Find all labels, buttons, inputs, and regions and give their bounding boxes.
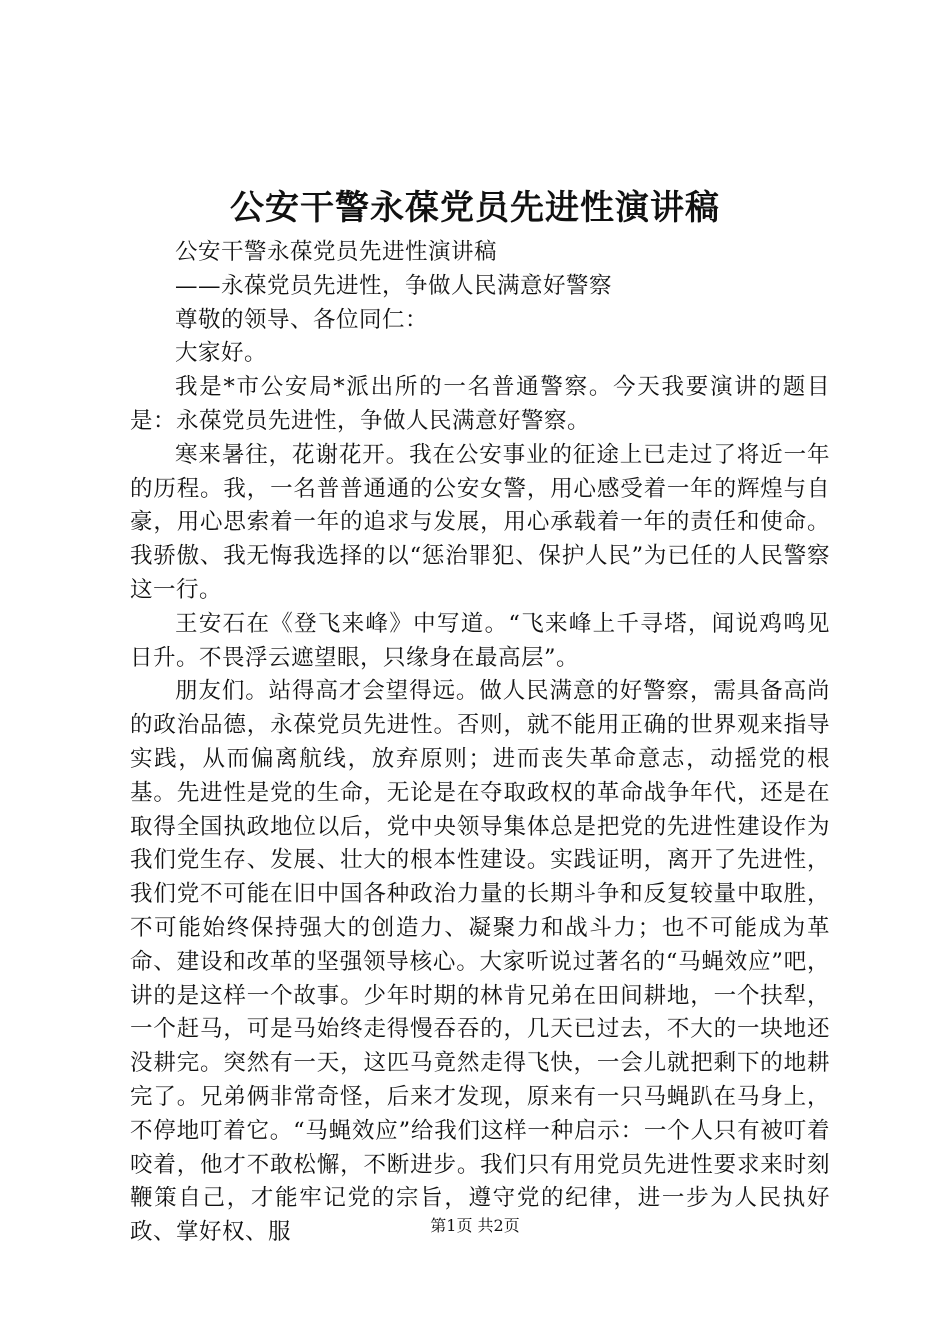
body-paragraph: 朋友们。站得高才会望得远。做人民满意的好警察，需具备高尚的政治品德，永葆党员先进性。否则，就不能用正确的世界观来指导实践，从而偏离航线，放弃原则；进而丧失革命意志，动摇党的根基。先进性是党的生命，无论是在夺取政权的革命战争年代，还是在取得全国执政地位以后，党中央领导集体总是把党的先进性建设作为我们党生存、发展、壮大的根本性建设。实践证明，离开了先进性，我们党不可能在旧中国各种政治力量的长期斗争和反复较量中取胜，不可能始终保持强大的创造力、凝聚力和战斗力；也不可能成为革命、建设和改革的坚强领导核心。大家听说过著名的“马蝇效应”吧，讲的是这样一个故事。少年时期的林肯兄弟在田间耕地，一个扶犁，一个赶马，可是马始终走得慢吞吞的，几天已过去，不大的一块地还没耕完。突然有一天，这匹马竟然走得飞快，一会儿就把剩下的地耕完了。兄弟俩非常奇怪，后来才发现，原来有一只马蝇趴在马身上，不停地叮着它。“马蝇效应”给我们这样一种启示：一个人只有被叮着咬着，他才不敢松懈，不断进步。我们只有用党员先进性要求来时刻鞭策自己，才能牢记党的宗旨，遵守党的纪律，进一步为人民执好政、掌好权、服 xyxy=(130,678,830,1246)
body-paragraph-salutation: 尊敬的领导、各位同仁： xyxy=(175,306,429,333)
body-paragraph-theme: ——永葆党员先进性，争做人民满意好警察 xyxy=(175,272,613,299)
page-number-label: 第1页 共2页 xyxy=(430,1216,520,1235)
document-title: 公安干警永葆党员先进性演讲稿 xyxy=(230,188,720,228)
body-paragraph: 我是*市公安局*派出所的一名普通警察。今天我要演讲的题目是：永葆党员先进性，争做人民满意好警察。 xyxy=(130,374,830,434)
body-paragraph: 王安石在《登飞来峰》中写道。“飞来峰上千寻塔，闻说鸡鸣见日升。不畏浮云遮望眼，只缘身在最高层”。 xyxy=(130,610,830,671)
body-paragraph: 寒来暑往，花谢花开。我在公安事业的征途上已走过了将近一年的历程。我，一名普普通通的公安女警，用心感受着一年的辉煌与自豪，用心思索着一年的追求与发展，用心承载着一年的责任和使命。我骄傲、我无悔我选择的以“惩治罪犯、保护人民”为已任的人民警察这一行。 xyxy=(130,441,830,603)
page-footer xyxy=(0,1214,950,1238)
body-paragraph-greeting: 大家好。 xyxy=(175,340,268,367)
document-body xyxy=(130,236,830,1250)
body-paragraph-subtitle: 公安干警永葆党员先进性演讲稿 xyxy=(175,239,498,265)
